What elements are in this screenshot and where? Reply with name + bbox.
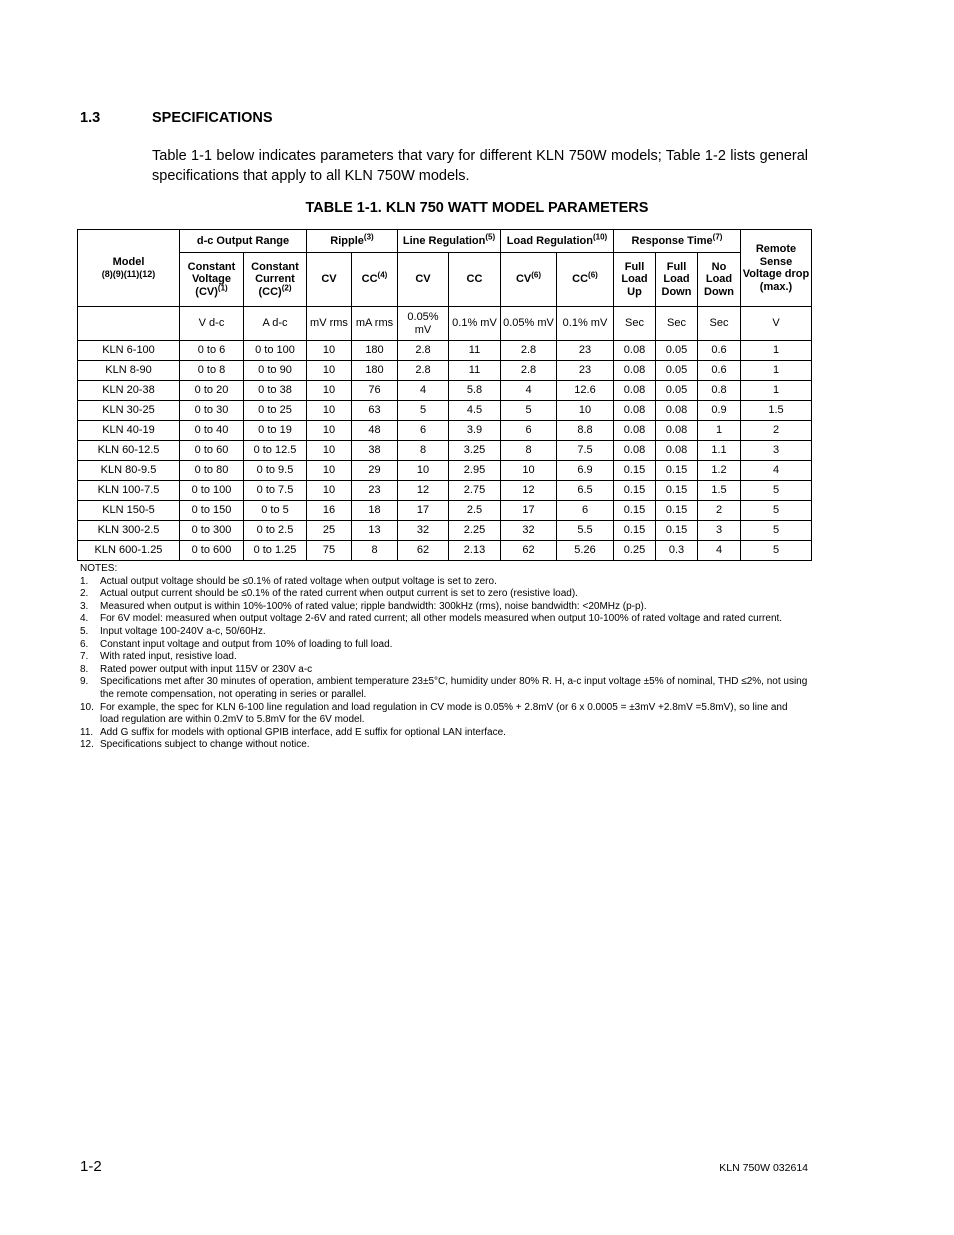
- section-heading: [80, 110, 273, 126]
- table-cell: 0 to 25: [244, 401, 307, 421]
- table-cell: 62: [501, 541, 557, 561]
- table-cell: 2.5: [449, 501, 501, 521]
- table-cell: 8: [352, 541, 398, 561]
- note-item: [80, 639, 808, 652]
- table-cell: 1.5: [698, 481, 741, 501]
- table-cell: 0 to 100: [244, 341, 307, 361]
- table-cell: 48: [352, 421, 398, 441]
- table-row: [78, 461, 812, 481]
- load-regulation-label: Load Regulation: [506, 234, 593, 247]
- table-cell: 180: [352, 341, 398, 361]
- unit-cell: 0.1% mV: [449, 307, 501, 341]
- table-cell: 0.08: [614, 401, 656, 421]
- note-text: For 6V model: measured when output voltage 2-6V and rated current; all other models measured when output 10-100% of rated voltage and rated current.: [100, 613, 783, 625]
- note-text: With rated input, resistive load.: [100, 651, 237, 663]
- table-cell: 10: [307, 401, 352, 421]
- table-cell: 5: [741, 501, 812, 521]
- table-cell: 0.3: [656, 541, 698, 561]
- table-cell: 2.75: [449, 481, 501, 501]
- note-number: 2.: [80, 588, 89, 600]
- model-cell: KLN 20-38: [78, 381, 180, 401]
- table-row: [78, 481, 812, 501]
- load-cc-sup: (6): [588, 270, 598, 280]
- table-cell: 10: [307, 481, 352, 501]
- note-item: [80, 626, 808, 639]
- table-cell: 13: [352, 521, 398, 541]
- note-text: Measured when output is within 10%-100% of rated value; ripple bandwidth: 300kHz (rms), noise bandwidth: <20MHz (p-p).: [100, 600, 647, 612]
- table-cell: 5.5: [557, 521, 614, 541]
- table-cell: 0.08: [614, 421, 656, 441]
- table-cell: 1: [698, 421, 741, 441]
- note-item: [80, 588, 808, 601]
- table-cell: 10: [398, 461, 449, 481]
- model-cell: KLN 6-100: [78, 341, 180, 361]
- model-header: [78, 230, 180, 307]
- unit-cell: Sec: [614, 307, 656, 341]
- note-number: 6.: [80, 638, 89, 650]
- table-cell: 10: [501, 461, 557, 481]
- note-number: 11.: [80, 726, 94, 738]
- table-cell: 3: [741, 441, 812, 461]
- table-row: [78, 421, 812, 441]
- cv-range-sup: (1): [217, 283, 228, 293]
- cc-range-sup: (2): [281, 283, 292, 293]
- model-cell: KLN 80-9.5: [78, 461, 180, 481]
- table-cell: 0 to 60: [180, 441, 244, 461]
- table-cell: 8: [501, 441, 557, 461]
- load-cc-label: CC: [572, 273, 589, 286]
- note-text: Specifications subject to change without notice.: [100, 739, 310, 751]
- load-cv-label: CV: [515, 273, 532, 286]
- table-cell: 62: [398, 541, 449, 561]
- line-regulation-label: Line Regulation: [402, 234, 486, 247]
- table-cell: 5: [741, 541, 812, 561]
- table-cell: 0.25: [614, 541, 656, 561]
- ripple-cc-label: CC: [361, 273, 378, 286]
- table-cell: 2: [698, 501, 741, 521]
- table-cell: 0.08: [614, 341, 656, 361]
- load-regulation-header: [501, 230, 614, 253]
- ripple-header-label: Ripple: [330, 234, 364, 247]
- table-cell: 17: [398, 501, 449, 521]
- note-text: For example, the spec for KLN 6-100 line regulation and load regulation in CV mode is 0.05% + 2.8mV (or 6 x 0.0005 = ±3mV +2.8mV =5.8mV), so line and load regulation are within 0.2mV to 5.8mV for the 6V model.: [100, 701, 788, 726]
- load-cc-header: [557, 253, 614, 307]
- line-regulation-header: [398, 230, 501, 253]
- table-cell: 0.15: [614, 501, 656, 521]
- table-cell: 0 to 300: [180, 521, 244, 541]
- table-row: [78, 381, 812, 401]
- section-number: 1.3: [80, 110, 101, 126]
- table-cell: 75: [307, 541, 352, 561]
- table-cell: 3.9: [449, 421, 501, 441]
- table-title: TABLE 1-1. KLN 750 WATT MODEL PARAMETERS: [305, 200, 649, 216]
- table-cell: 12.6: [557, 381, 614, 401]
- table-cell: 32: [501, 521, 557, 541]
- table-cell: 1.1: [698, 441, 741, 461]
- table-cell: 29: [352, 461, 398, 481]
- table-cell: 0.08: [656, 441, 698, 461]
- model-cell: KLN 40-19: [78, 421, 180, 441]
- response-time-header: [614, 230, 741, 253]
- table-cell: 32: [398, 521, 449, 541]
- table-cell: 8.8: [557, 421, 614, 441]
- table-cell: 0 to 1.25: [244, 541, 307, 561]
- units-row: [78, 307, 812, 341]
- table-cell: 0.8: [698, 381, 741, 401]
- ripple-header: [307, 230, 398, 253]
- model-parameters-table: [77, 229, 812, 561]
- table-cell: 0.05: [656, 381, 698, 401]
- no-load-down-header: No Load Down: [698, 253, 741, 307]
- table-cell: 0 to 20: [180, 381, 244, 401]
- table-cell: 0.08: [614, 381, 656, 401]
- cv-range-abbr: (CV): [195, 285, 218, 298]
- unit-cell: V: [741, 307, 812, 341]
- table-cell: 0 to 150: [180, 501, 244, 521]
- unit-cell: 0.1% mV: [557, 307, 614, 341]
- table-cell: 3.25: [449, 441, 501, 461]
- note-item: [80, 702, 808, 727]
- table-cell: 0 to 40: [180, 421, 244, 441]
- note-text: Actual output voltage should be ≤0.1% of rated voltage when output voltage is set to zero.: [100, 575, 497, 587]
- unit-cell: A d-c: [244, 307, 307, 341]
- ripple-cc-sup: (4): [377, 270, 388, 280]
- table-cell: 3: [698, 521, 741, 541]
- table-row: [78, 441, 812, 461]
- table-cell: 10: [307, 381, 352, 401]
- unit-cell: Sec: [656, 307, 698, 341]
- table-cell: 10: [307, 361, 352, 381]
- table-cell: 2: [741, 421, 812, 441]
- table-cell: 0.15: [614, 481, 656, 501]
- note-item: [80, 664, 808, 677]
- note-number: 4.: [80, 613, 89, 625]
- notes-header: NOTES:: [80, 563, 118, 574]
- table-cell: 1.5: [741, 401, 812, 421]
- full-load-up-header: Full Load Up: [614, 253, 656, 307]
- model-cell: KLN 600-1.25: [78, 541, 180, 561]
- line-regulation-sup: (5): [485, 232, 496, 242]
- model-cell: KLN 100-7.5: [78, 481, 180, 501]
- note-number: 5.: [80, 625, 89, 637]
- unit-cell: 0.05% mV: [398, 307, 449, 341]
- cv-range-header: [180, 253, 244, 307]
- table-cell: 0.15: [614, 521, 656, 541]
- table-cell: 0 to 80: [180, 461, 244, 481]
- table-cell: 0 to 8: [180, 361, 244, 381]
- table-cell: 0 to 5: [244, 501, 307, 521]
- table-cell: 0.08: [614, 361, 656, 381]
- table-cell: 0 to 38: [244, 381, 307, 401]
- table-cell: 25: [307, 521, 352, 541]
- table-cell: 18: [352, 501, 398, 521]
- table-cell: 4: [698, 541, 741, 561]
- table-cell: 4.5: [449, 401, 501, 421]
- dc-output-range-header: d-c Output Range: [180, 230, 307, 253]
- table-cell: 11: [449, 361, 501, 381]
- model-cell: KLN 60-12.5: [78, 441, 180, 461]
- note-number: 8.: [80, 663, 89, 675]
- table-cell: 10: [307, 421, 352, 441]
- model-cell: KLN 300-2.5: [78, 521, 180, 541]
- table-cell: 4: [398, 381, 449, 401]
- cc-range-label: Constant Current: [251, 260, 299, 286]
- table-cell: 10: [307, 441, 352, 461]
- table-cell: 5.26: [557, 541, 614, 561]
- table-cell: 0.05: [656, 361, 698, 381]
- table-cell: 6.9: [557, 461, 614, 481]
- note-number: 12.: [80, 739, 94, 751]
- note-text: Actual output current should be ≤0.1% of the rated current when output current is set to zero (resistive load).: [100, 588, 578, 600]
- table-cell: 6: [557, 501, 614, 521]
- table-cell: 17: [501, 501, 557, 521]
- note-item: [80, 601, 808, 614]
- table-row: [78, 501, 812, 521]
- load-cv-header: [501, 253, 557, 307]
- table-cell: 180: [352, 361, 398, 381]
- model-header-label: Model: [112, 255, 145, 268]
- table-cell: 2.8: [398, 361, 449, 381]
- note-text: Specifications met after 30 minutes of operation, ambient temperature 23±5°C, humidity under 80% R. H, a-c input voltage ±5% of nominal, THD ≤2%, not using the remote compensation, not operating in series or parallel.: [100, 676, 808, 700]
- table-cell: 1.2: [698, 461, 741, 481]
- table-row: [78, 341, 812, 361]
- table-cell: 0.15: [656, 501, 698, 521]
- page-number: 1-2: [80, 1158, 102, 1175]
- note-text: Rated power output with input 115V or 230V a-c: [100, 663, 313, 675]
- load-cv-sup: (6): [531, 270, 542, 280]
- table-cell: 16: [307, 501, 352, 521]
- table-cell: 2.8: [501, 341, 557, 361]
- table-cell: 4: [741, 461, 812, 481]
- table-cell: 1: [741, 361, 812, 381]
- table-cell: 23: [557, 341, 614, 361]
- table-cell: 4: [501, 381, 557, 401]
- response-time-label: Response Time: [631, 234, 713, 247]
- table-cell: 10: [307, 341, 352, 361]
- table-cell: 23: [557, 361, 614, 381]
- table-cell: 10: [557, 401, 614, 421]
- table-cell: 0 to 30: [180, 401, 244, 421]
- unit-cell: V d-c: [180, 307, 244, 341]
- table-cell: 6.5: [557, 481, 614, 501]
- table-cell: 0.15: [656, 461, 698, 481]
- table-cell: 10: [307, 461, 352, 481]
- table-cell: 0.15: [656, 481, 698, 501]
- cv-range-label: Constant Voltage: [187, 260, 236, 286]
- note-text: Constant input voltage and output from 10% of loading to full load.: [100, 638, 393, 650]
- note-item: [80, 576, 808, 589]
- table-cell: 5: [398, 401, 449, 421]
- ripple-cc-header: [352, 253, 398, 307]
- table-cell: 5: [501, 401, 557, 421]
- ripple-header-sup: (3): [363, 232, 374, 242]
- table-cell: 2.8: [398, 341, 449, 361]
- table-cell: 0.05: [656, 341, 698, 361]
- note-number: 3.: [80, 600, 89, 612]
- model-cell: KLN 30-25: [78, 401, 180, 421]
- table-row: [78, 401, 812, 421]
- table-cell: 0.08: [656, 401, 698, 421]
- note-number: 1.: [80, 575, 89, 587]
- note-text: Input voltage 100-240V a-c, 50/60Hz.: [100, 625, 266, 637]
- table-cell: 11: [449, 341, 501, 361]
- unit-cell: 0.05% mV: [501, 307, 557, 341]
- table-cell: 1: [741, 341, 812, 361]
- table-row: [78, 541, 812, 561]
- table-cell: 2.8: [501, 361, 557, 381]
- table-cell: 0.6: [698, 361, 741, 381]
- table-cell: 0 to 9.5: [244, 461, 307, 481]
- table-cell: 0 to 2.5: [244, 521, 307, 541]
- table-cell: 0.08: [614, 441, 656, 461]
- table-body: [78, 341, 812, 561]
- intro-paragraph: Table 1-1 below indicates parameters that vary for different KLN 750W models; Table 1-2 lists general specifications that apply to all KLN 750W models.: [152, 148, 808, 184]
- table-cell: 0.15: [614, 461, 656, 481]
- table-cell: 1: [741, 381, 812, 401]
- full-load-down-header: Full Load Down: [656, 253, 698, 307]
- note-item: [80, 651, 808, 664]
- table-cell: 0.08: [656, 421, 698, 441]
- table-cell: 0.6: [698, 341, 741, 361]
- note-item: [80, 739, 808, 752]
- table-cell: 0 to 12.5: [244, 441, 307, 461]
- model-cell: KLN 150-5: [78, 501, 180, 521]
- note-number: 10.: [80, 701, 94, 713]
- note-item: [80, 727, 808, 740]
- table-cell: 0 to 600: [180, 541, 244, 561]
- section-title: SPECIFICATIONS: [152, 110, 273, 126]
- unit-cell: mV rms: [307, 307, 352, 341]
- load-regulation-sup: (10): [592, 232, 608, 242]
- note-item: [80, 676, 808, 701]
- line-cv-header: CV: [398, 253, 449, 307]
- table-cell: 0 to 19: [244, 421, 307, 441]
- table-cell: 0.15: [656, 521, 698, 541]
- unit-cell: Sec: [698, 307, 741, 341]
- note-item: [80, 613, 808, 626]
- model-cell: KLN 8-90: [78, 361, 180, 381]
- table-cell: 38: [352, 441, 398, 461]
- table-cell: 0 to 90: [244, 361, 307, 381]
- table-cell: 7.5: [557, 441, 614, 461]
- line-cc-header: CC: [449, 253, 501, 307]
- table-cell: 12: [501, 481, 557, 501]
- table-cell: 5: [741, 481, 812, 501]
- table-cell: 2.25: [449, 521, 501, 541]
- model-header-notes: (8)(9)(11)(12): [101, 269, 156, 279]
- table-cell: 0 to 6: [180, 341, 244, 361]
- cc-range-abbr: (CC): [258, 285, 282, 298]
- document-id: KLN 750W 032614: [719, 1162, 808, 1174]
- table-cell: 6: [501, 421, 557, 441]
- notes-section: [80, 563, 808, 752]
- table-cell: 0 to 7.5: [244, 481, 307, 501]
- note-number: 7.: [80, 651, 89, 663]
- table-cell: 23: [352, 481, 398, 501]
- table-cell: 0 to 100: [180, 481, 244, 501]
- table-row: [78, 521, 812, 541]
- table-cell: 8: [398, 441, 449, 461]
- remote-sense-header: Remote Sense Voltage drop (max.): [741, 230, 812, 307]
- table-cell: 6: [398, 421, 449, 441]
- units-blank-cell: [78, 307, 180, 341]
- table-cell: 76: [352, 381, 398, 401]
- table-row: [78, 361, 812, 381]
- unit-cell: mA rms: [352, 307, 398, 341]
- note-text: Add G suffix for models with optional GPIB interface, add E suffix for optional LAN interface.: [100, 726, 506, 738]
- table-cell: 63: [352, 401, 398, 421]
- table-cell: 12: [398, 481, 449, 501]
- cc-range-header: [244, 253, 307, 307]
- table-cell: 5.8: [449, 381, 501, 401]
- table-cell: 0.9: [698, 401, 741, 421]
- note-number: 9.: [80, 676, 89, 688]
- table-cell: 5: [741, 521, 812, 541]
- response-time-sup: (7): [712, 232, 723, 242]
- table-cell: 2.13: [449, 541, 501, 561]
- table-cell: 2.95: [449, 461, 501, 481]
- notes-list: [80, 576, 808, 752]
- ripple-cv-header: CV: [307, 253, 352, 307]
